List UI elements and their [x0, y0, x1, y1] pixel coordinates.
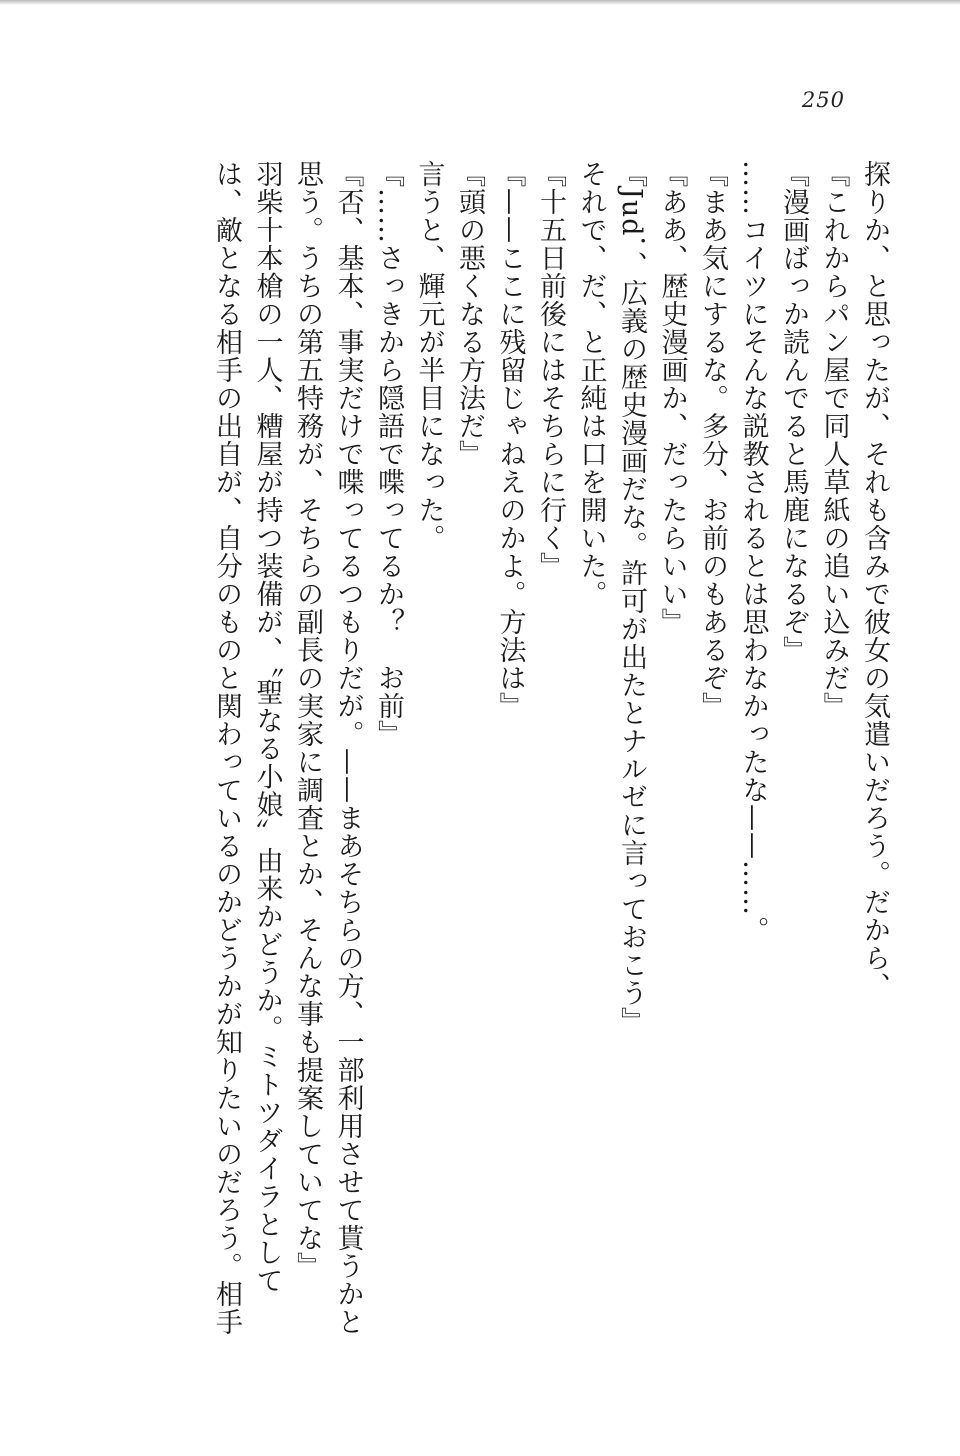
text-line: 『——ここに残留じゃねえのかよ。方法は』	[494, 160, 526, 720]
text-line: は、敵となる相手の出自が、自分のものと関わっているのかどうかが知りたいのだろう。相手	[211, 160, 242, 1336]
text-line: 探りか、と思ったが、それも含みで彼女の気遣いだろう。だから、	[859, 160, 890, 1000]
text-line: 言うと、輝元が半目になった。	[413, 160, 445, 552]
page-top-edge	[0, 0, 960, 5]
text-line: 羽柴十本槍の一人、糟屋が持つ装備が、〝聖なる小娘〟由来かどうか。ミトツダイラとして	[251, 160, 283, 1295]
text-line: 『否、基本、事実だけで喋ってるつもりだが。——まあそちらの方、一部利用させて貰うかと	[332, 160, 364, 1336]
text-line: 思う。うちの第五特務が、そちらの副長の実家に調査とか、そんな事も提案していてな』	[292, 160, 323, 1280]
text-line: 『漫画ばっか読んでると馬鹿になるぞ』	[778, 160, 809, 664]
text-line: 『……さっきから隠語で喋ってるか？ お前』	[373, 160, 404, 748]
vertical-text-block	[208, 160, 893, 1400]
text-line: 『十五日前後にはそちらに行く』	[535, 160, 566, 580]
text-line: ……コイツにそんな説教されるとは思わなかったな——……。	[737, 160, 769, 944]
text-line: 『まあ気にするな。多分、お前のもあるぞ』	[697, 160, 728, 720]
text-line: 『頭の悪くなる方法だ』	[454, 160, 485, 468]
text-line: 『Jud．、広義の歴史漫画だな。許可が出たとナルゼに言っておこう』	[616, 160, 647, 1035]
text-line: 『これからパン屋で同人草紙の追い込みだ』	[818, 160, 850, 720]
text-line: それで、だ、と正純は口を開いた。	[575, 160, 607, 608]
text-line: 『ああ、歴史漫画か、だったらいい』	[656, 160, 688, 636]
page-number: 250	[801, 88, 845, 112]
